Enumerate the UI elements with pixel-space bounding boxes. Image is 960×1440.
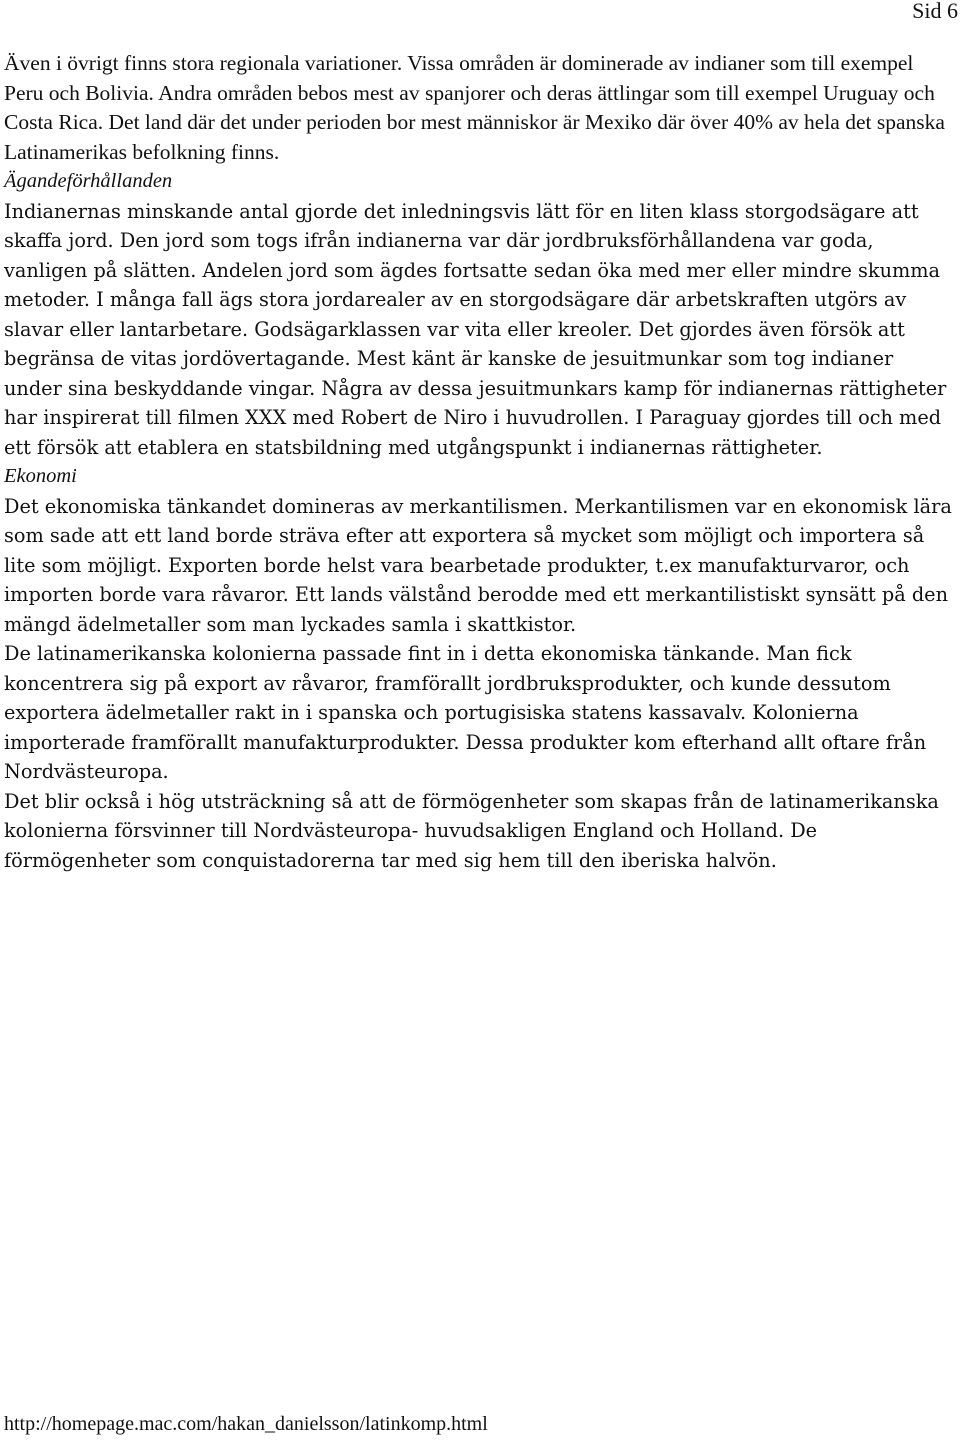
source-url: http://homepage.mac.com/hakan_danielsson/latinkomp.html — [4, 1413, 488, 1435]
page-number: Sid 6 — [912, 0, 958, 23]
body-paragraph: De latinamerikanska kolonierna passade fint in i detta ekonomiska tänkande. Man fick koncentrera sig på export av råvaror, framförallt jordbruksprodukter, och kunde dessutom exportera ädelmetaller rakt in i spanska och portugisiska statens kassavalv. Kolonierna importerade framförallt manufakturprodukter. Dessa produkter kom efterhand allt oftare från Nordvästeuropa. — [4, 642, 927, 783]
body-paragraph: Det blir också i hög utsträckning så att de förmögenheter som skapas från de latinamerikanska kolonierna försvinner till Nordvästeuropa- huvudsakligen England och Holland. De förmögenheter som conquistadorerna tar med sig hem till den iberiska halvön. — [4, 789, 939, 872]
section-ekonomi — [4, 462, 954, 875]
section-heading: Ägandeförhållanden — [4, 170, 173, 192]
document-body — [4, 49, 954, 875]
section-heading: Ekonomi — [4, 465, 77, 487]
body-paragraph: Indianernas minskande antal gjorde det inledningsvis lätt för en liten klass storgodsägare att skaffa jord. Den jord som togs ifrån indianerna var där jordbruksförhållandena var goda, vanligen på slätten. Andelen jord som ägdes fortsatte sedan öka med mer eller mindre skumma metoder. I många fall ägs stora jordarealer av en storgodsägare där arbetskraften utgörs av slavar eller lantarbetare. Godsägarklassen var vita eller kreoler. Det gjordes även försök att begränsa de vitas jordövertagande. Mest känt är kanske de jesuitmunkar som tog indianer under sina beskyddande vingar. Några av dessa jesuitmunkars kamp för indianernas rättigheter har inspirerat till filmen XXX med Robert de Niro i huvudrollen. I Paraguay gjordes till och med ett försök att etablera en statsbildning med utgångspunkt i indianernas rättigheter. — [4, 199, 947, 459]
intro-paragraph: Även i övrigt finns stora regionala variationer. Vissa områden är dominerade av indianer som till exempel Peru och Bolivia. Andra områden bebos mest av spanjorer och deras ättlingar som till exempel Uruguay och Costa Rica. Det land där det under perioden bor mest människor är Mexiko där över 40% av hela det spanska Latinamerikas befolkning finns. — [4, 51, 945, 164]
section-agandeforhallanden — [4, 167, 954, 462]
body-paragraph: Det ekonomiska tänkandet domineras av merkantilismen. Merkantilismen var en ekonomisk lära som sade att ett land borde sträva efter att exportera så mycket som möjligt och importera så lite som möjligt. Exporten borde helst vara bearbetade produkter, t.ex manufakturvaror, och importen borde vara råvaror. Ett lands välstånd berodde med ett merkantilistiskt synsätt på den mängd ädelmetaller som man lyckades samla i skattkistor. — [4, 494, 952, 636]
